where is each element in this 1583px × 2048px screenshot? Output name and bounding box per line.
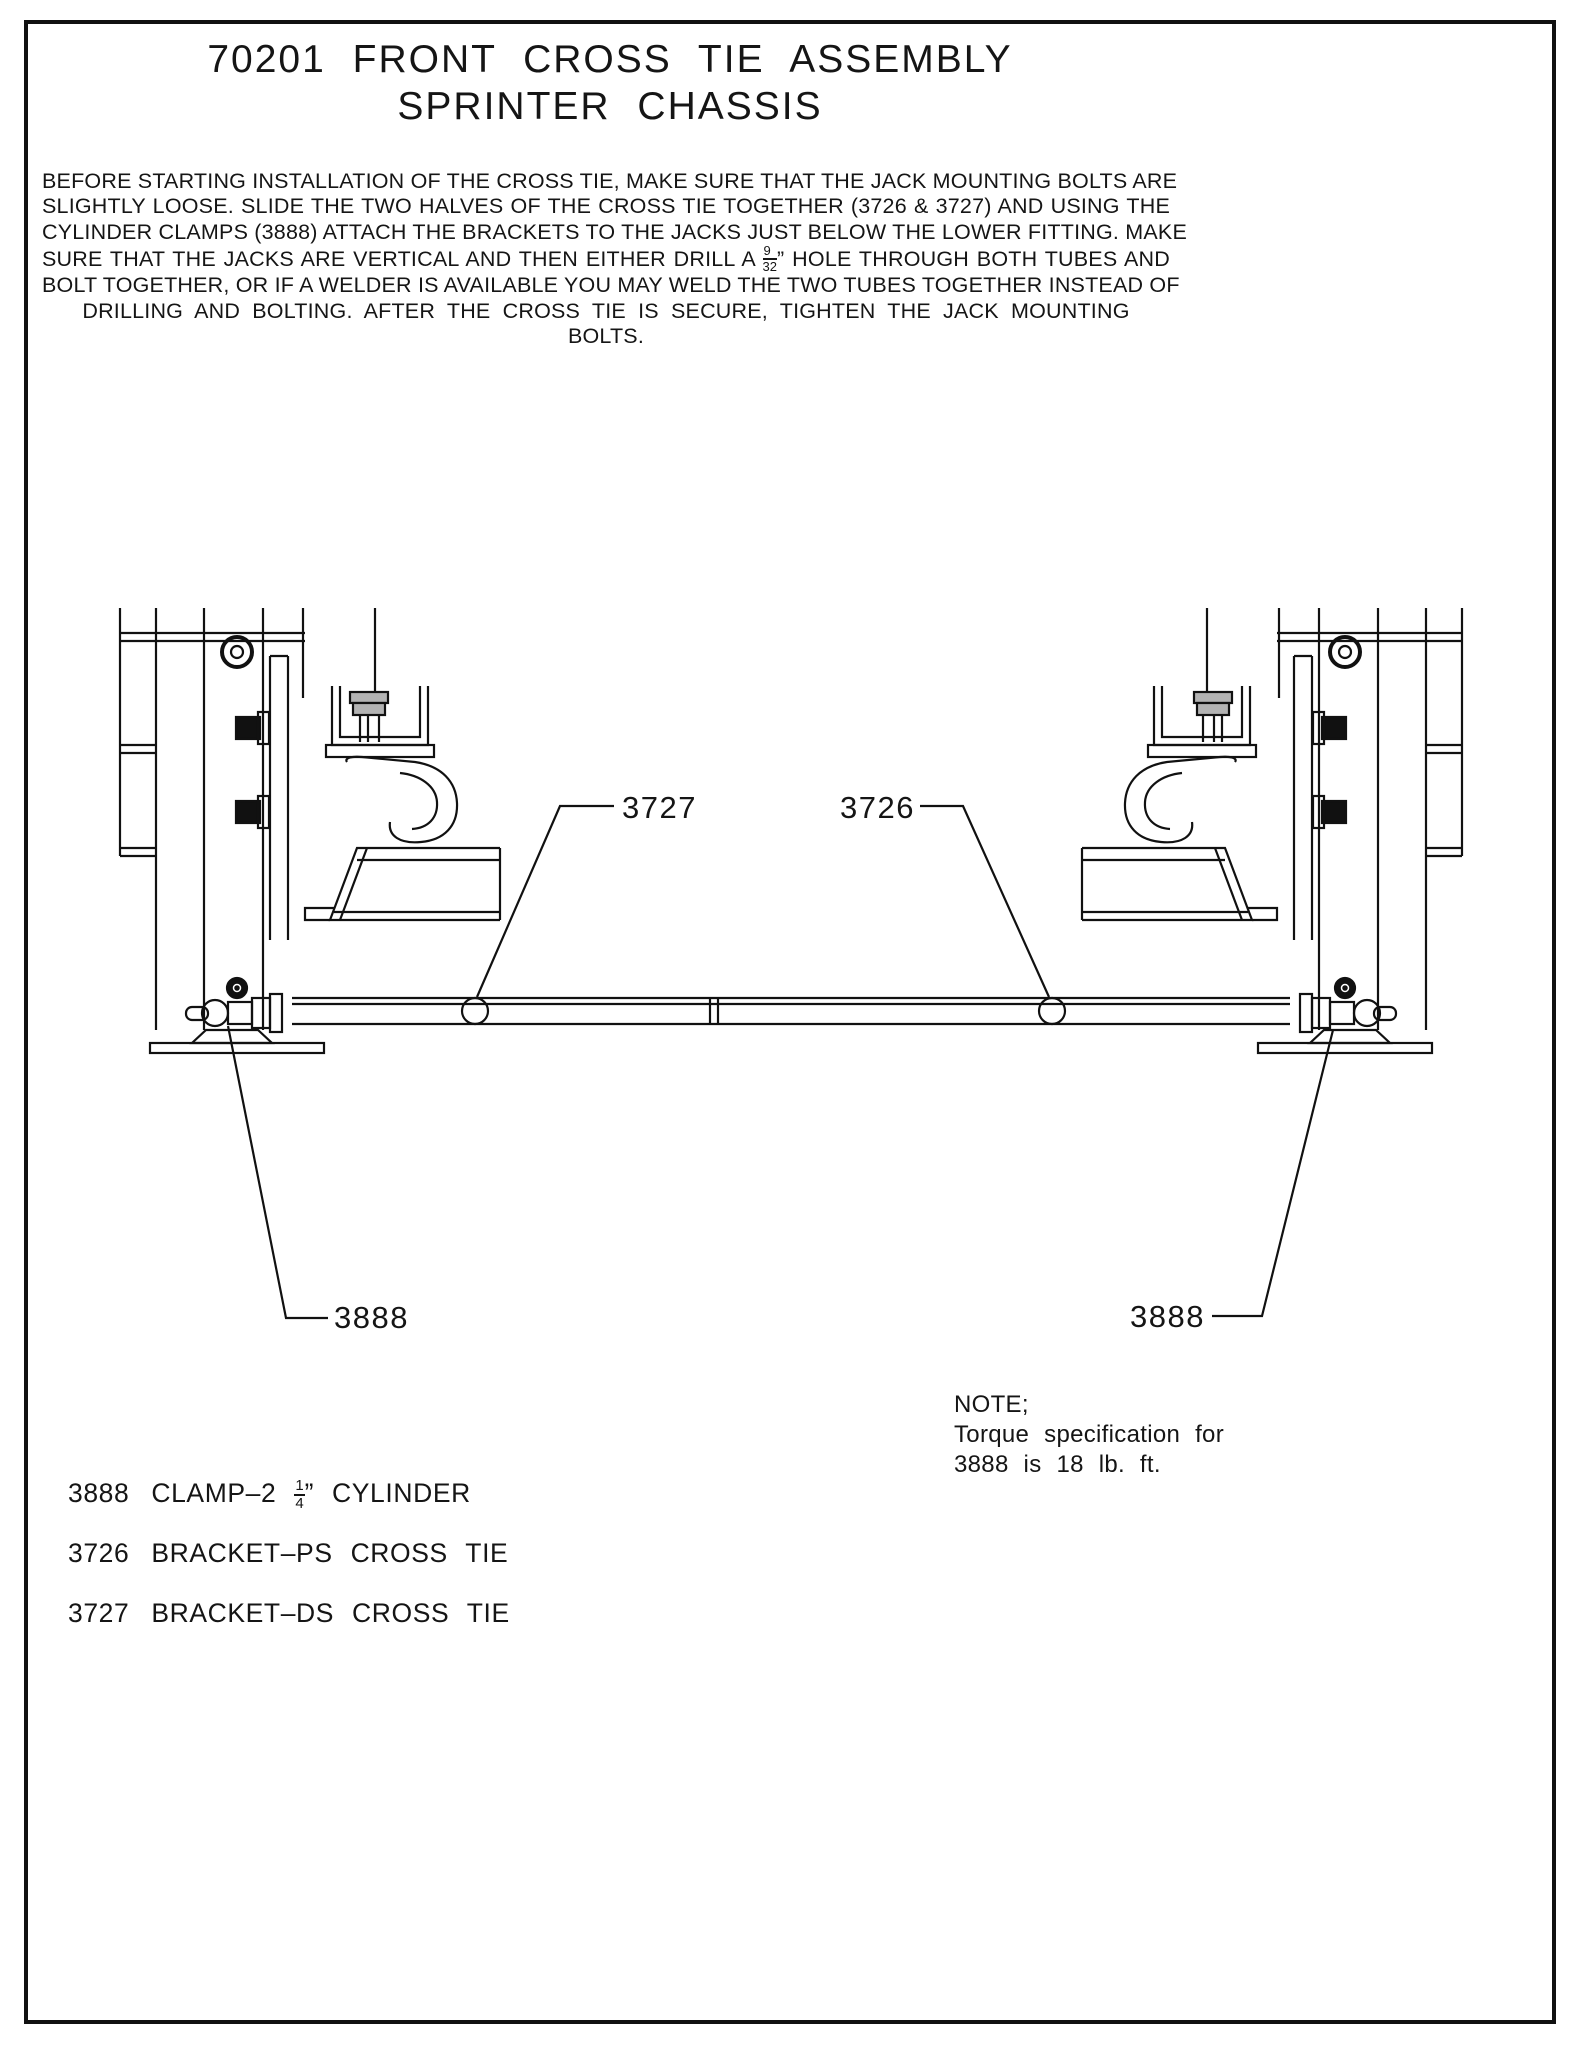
cross-tie-hole-right: [1039, 998, 1065, 1024]
instruction-line4-text: SURE THAT THE JACKS ARE VERTICAL AND THEN EITHER DRILL A: [42, 247, 755, 272]
part-row-3726: [68, 1538, 510, 1598]
note-line: Torque specification for: [954, 1421, 1224, 1448]
instruction-line: BEFORE STARTING INSTALLATION OF THE CROSS TIE, MAKE SURE THAT THE JACK MOUNTING BOLTS ARE: [42, 169, 1178, 193]
part-number: 3888: [68, 1478, 130, 1508]
instruction-line: BOLT TOGETHER, OR IF A WELDER IS AVAILABLE YOU MAY WELD THE TWO TUBES TOGETHER INSTEAD OF: [42, 273, 1180, 298]
left-jack-assembly: [120, 608, 500, 1053]
instruction-line: SLIGHTLY LOOSE. SLIDE THE TWO HALVES OF THE CROSS TIE TOGETHER (3726 & 3727) AND USING THE: [42, 194, 1170, 219]
leader-line-3888-left: [228, 1026, 328, 1318]
note-heading: NOTE;: [954, 1391, 1029, 1418]
cross-tie-hole-left: [462, 998, 488, 1024]
part-number: 3726: [68, 1538, 130, 1568]
fraction-9-32: $\frac{9}{32}$: [762, 243, 778, 275]
part-description: CLAMP–2: [151, 1478, 277, 1508]
leader-line-3888-right: [1212, 1030, 1333, 1316]
part-description-end: ” CYLINDER: [304, 1478, 471, 1508]
cross-tie-tube: [292, 998, 1290, 1024]
instruction-line: CYLINDER CLAMPS (3888) ATTACH THE BRACKETS TO THE JACKS JUST BELOW THE LOWER FITTING. MAKE: [42, 219, 1187, 244]
leader-line-3727: [477, 806, 614, 997]
instruction-line: DRILLING AND BOLTING. AFTER THE CROSS TIE IS SECURE, TIGHTEN THE JACK MOUNTING BOLTS.: [82, 298, 1130, 349]
fraction-1-4: $\frac{1}{4}$: [295, 1477, 304, 1512]
leader-lines: [228, 806, 1333, 1318]
callout-3726-bracket-ps: 3726: [840, 790, 915, 825]
part-row-3727: [68, 1598, 510, 1658]
part-row-3888: [68, 1478, 510, 1538]
part-description: BRACKET–DS CROSS TIE: [151, 1598, 510, 1628]
instruction-line4-text-end: ” HOLE THROUGH BOTH TUBES AND: [777, 247, 1170, 272]
part-description: BRACKET–PS CROSS TIE: [151, 1538, 509, 1568]
part-number: 3727: [68, 1598, 130, 1628]
torque-note: [954, 1390, 1224, 1480]
drawing-title-line2: SPRINTER CHASSIS: [397, 85, 823, 128]
note-line: 3888 is 18 lb. ft.: [954, 1451, 1161, 1478]
callout-3727-bracket-ds: 3727: [622, 790, 697, 825]
leader-line-3726: [920, 806, 1049, 997]
parts-list: [68, 1478, 510, 1658]
right-jack-assembly: [1082, 608, 1462, 1053]
callout-3888-clamp-left: 3888: [334, 1300, 409, 1335]
callout-3888-clamp-right: 3888: [1130, 1299, 1205, 1334]
drawing-title-line1: 70201 FRONT CROSS TIE ASSEMBLY: [207, 38, 1013, 81]
